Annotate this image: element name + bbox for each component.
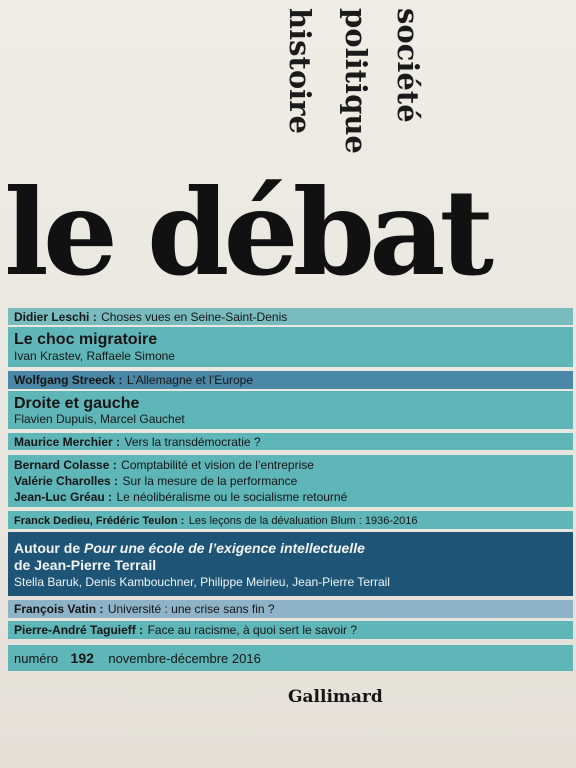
article-author: Bernard Colasse : — [14, 458, 117, 472]
article-band-7 — [8, 511, 573, 529]
article-title: Les leçons de la dévaluation Blum : 1936-2016 — [188, 515, 418, 527]
article-line — [14, 473, 567, 489]
article-title: Comptabilité et vision de l’entreprise — [121, 458, 314, 472]
article-title: L’Allemagne et l’Europe — [126, 373, 254, 387]
article-author: Didier Leschi : — [14, 310, 97, 324]
subtitle-words — [283, 8, 433, 188]
article-authors: Flavien Dupuis, Marcel Gauchet — [14, 412, 185, 426]
subtitle-word-histoire: histoire — [283, 8, 317, 134]
article-author: Valérie Charolles : — [14, 474, 119, 488]
article-band-9 — [8, 600, 573, 618]
article-title: Le néolibéralisme ou le socialisme retourné — [116, 490, 348, 504]
issue-label: numéro — [14, 651, 59, 666]
article-author: Wolfgang Streeck : — [14, 373, 123, 387]
article-heading — [14, 540, 567, 557]
subtitle-word-societe: société — [391, 8, 425, 123]
article-author: François Vatin : — [14, 602, 104, 616]
article-title: Vers la transdémocratie ? — [124, 435, 261, 449]
issue-band — [8, 645, 573, 671]
issue-date: novembre-décembre 2016 — [108, 651, 261, 666]
magazine-title: le débat — [4, 163, 489, 302]
article-band-2 — [8, 327, 573, 367]
article-heading: Droite et gauche — [14, 395, 140, 412]
article-band-1 — [8, 308, 573, 325]
article-band-6 — [8, 455, 573, 507]
article-author: Pierre-André Taguieff : — [14, 623, 144, 637]
heading-prefix: Autour de — [14, 540, 81, 556]
article-author: Maurice Merchier : — [14, 435, 121, 449]
article-line — [14, 489, 567, 505]
article-heading-line2: de Jean-Pierre Terrail — [14, 557, 157, 573]
subtitle-word-politique: politique — [339, 8, 373, 154]
publisher-logo: Gallimard — [288, 687, 383, 707]
article-band-10 — [8, 621, 573, 639]
article-band-4 — [8, 391, 573, 429]
article-heading: Le choc migratoire — [14, 331, 158, 348]
heading-italic: Pour une école de l’exigence intellectuelle — [84, 540, 365, 556]
article-author: Jean-Luc Gréau : — [14, 490, 113, 504]
article-author: Franck Dedieu, Frédéric Teulon : — [14, 515, 185, 527]
article-title: Sur la mesure de la performance — [122, 474, 298, 488]
article-title: Face au racisme, à quoi sert le savoir ? — [147, 623, 358, 637]
article-band-8 — [8, 532, 573, 596]
article-band-3 — [8, 371, 573, 389]
article-title: Université : une crise sans fin ? — [107, 602, 275, 616]
article-line — [14, 457, 567, 473]
article-band-5 — [8, 433, 573, 450]
issue-number: 192 — [70, 650, 94, 666]
article-authors: Stella Baruk, Denis Kambouchner, Philippe Meirieu, Jean-Pierre Terrail — [14, 575, 390, 589]
article-authors: Ivan Krastev, Raffaele Simone — [14, 349, 175, 363]
article-title: Choses vues en Seine-Saint-Denis — [101, 310, 288, 324]
